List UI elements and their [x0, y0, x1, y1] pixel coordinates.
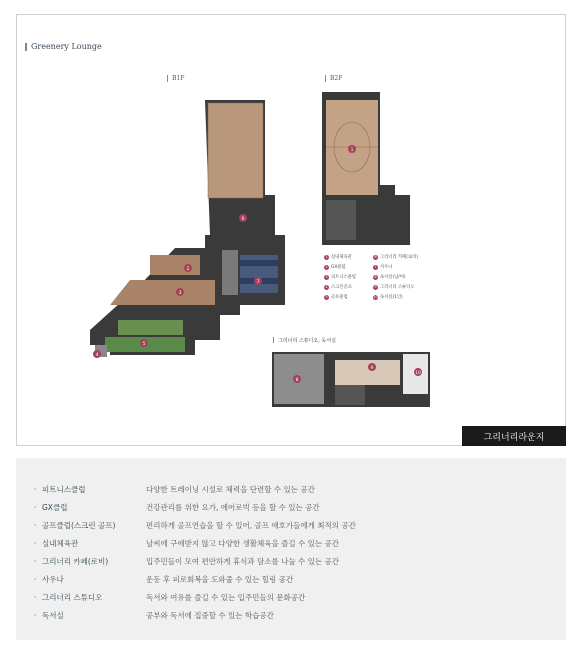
legend-item	[324, 254, 352, 260]
bullet: ·	[34, 574, 37, 584]
description-row	[16, 534, 566, 552]
label-text: 날씨에 구애받지 않고 다양한 생활체육을 즐길 수 있는 공간	[146, 538, 339, 548]
label-text: GX클럽	[42, 502, 68, 512]
marker-7-label: 7	[256, 280, 260, 285]
label-text: 편리하게 골프연습을 할 수 있어, 골프 애호가들에게 최적의 공간	[146, 520, 356, 530]
label-text: 운동 후 피로회복을 도와줄 수 있는 힐링 공간	[146, 574, 294, 584]
label-text: 7	[374, 264, 377, 269]
description-panel	[16, 458, 566, 640]
legend-item	[373, 284, 415, 290]
marker-10-label: 10	[415, 371, 421, 376]
label-text: 피트니스클럽	[42, 484, 86, 494]
legend-item	[373, 254, 418, 260]
legend-item	[324, 294, 348, 300]
label-text: 그리너리 스튜디오	[42, 592, 103, 602]
b1f-plan	[90, 100, 285, 357]
label-text: 실내체육관	[331, 255, 352, 260]
label-text: 공부와 독서에 집중할 수 있는 학습공간	[146, 610, 274, 620]
label-text: 독서실(1인)	[380, 295, 403, 300]
label-text: 사우나	[42, 574, 64, 584]
b2f-plan	[322, 92, 410, 245]
label-text: 그리너리 스튜디오	[380, 285, 415, 290]
label-text: 건강관리를 위한 요가, 에어로빅 등을 할 수 있는 공간	[146, 502, 320, 512]
description-row	[16, 570, 566, 588]
label-text: GX클럽	[331, 265, 346, 270]
floor-label-b2f: B2F	[330, 75, 343, 82]
greenery-lounge-badge: 그리너리라운지	[462, 426, 566, 446]
label-text: 1	[325, 254, 328, 259]
label-text: 다양한 트레이닝 시설로 체력을 단련할 수 있는 공간	[146, 484, 315, 494]
label-text: 10	[373, 294, 378, 299]
section-title: Greenery Lounge	[31, 42, 102, 51]
legend-item	[373, 264, 392, 270]
bullet: ·	[34, 556, 37, 566]
label-text: 그리너리 카페(로비)	[380, 255, 418, 260]
label-text: 4	[325, 284, 328, 289]
label-text: 피트니스클럽	[331, 275, 356, 280]
legend-item	[324, 274, 356, 280]
marker-2-label: 2	[186, 267, 190, 272]
description-row	[16, 498, 566, 516]
b1f-gym-area	[208, 103, 263, 198]
floor-label-b1f: B1F	[172, 75, 185, 82]
studio-section-label: 그리너리 스튜디오, 독서실	[278, 338, 336, 344]
marker-5-label: 5	[142, 342, 146, 347]
label-text: 독서와 여유를 즐길 수 있는 입주민들의 문화공간	[146, 592, 306, 602]
legend-item	[373, 274, 406, 280]
marker-9-label: 9	[370, 366, 374, 371]
description-row	[16, 606, 566, 624]
label-text: 실내체육관	[42, 538, 79, 548]
description-row	[16, 588, 566, 606]
label-text: 독서실(남/여)	[380, 275, 406, 280]
bullet: ·	[34, 502, 37, 512]
label-text: 그리너리 카페(로비)	[42, 556, 109, 566]
label-text: 사우나	[380, 265, 393, 270]
legend-item	[373, 294, 403, 300]
label-text: 골프클럽(스크린 골프)	[42, 520, 116, 530]
description-row	[16, 480, 566, 498]
gx-club-area	[150, 255, 200, 275]
label-text: 5	[325, 294, 328, 299]
bullet: ·	[34, 538, 37, 548]
label-text: 스크린골프	[331, 285, 352, 290]
golf-area-top	[118, 320, 183, 335]
marker-4-label: 4	[95, 353, 99, 358]
studio-area	[335, 360, 400, 385]
bullet: ·	[34, 610, 37, 620]
bullet: ·	[34, 484, 37, 494]
label-text: 9	[374, 284, 377, 289]
label-text: 입주민들이 모여 편안하게 휴식과 담소를 나눌 수 있는 공간	[146, 556, 339, 566]
description-row	[16, 516, 566, 534]
label-text: 2	[325, 264, 328, 269]
legend-item	[324, 264, 346, 270]
marker-6-label: 6	[241, 217, 245, 222]
marker-3-label: 3	[178, 291, 182, 296]
marker-1-label: 1	[350, 148, 354, 153]
marker-8-label: 8	[295, 378, 299, 383]
label-text: 골프클럽	[331, 295, 348, 300]
bullet: ·	[34, 592, 37, 602]
label-text: 8	[374, 274, 377, 279]
label-text: 3	[325, 274, 328, 279]
legend-item	[324, 284, 352, 290]
fitness-area	[110, 280, 215, 305]
label-text: 6	[374, 254, 377, 259]
description-row	[16, 552, 566, 570]
bullet: ·	[34, 520, 37, 530]
label-text: 독서실	[42, 610, 64, 620]
